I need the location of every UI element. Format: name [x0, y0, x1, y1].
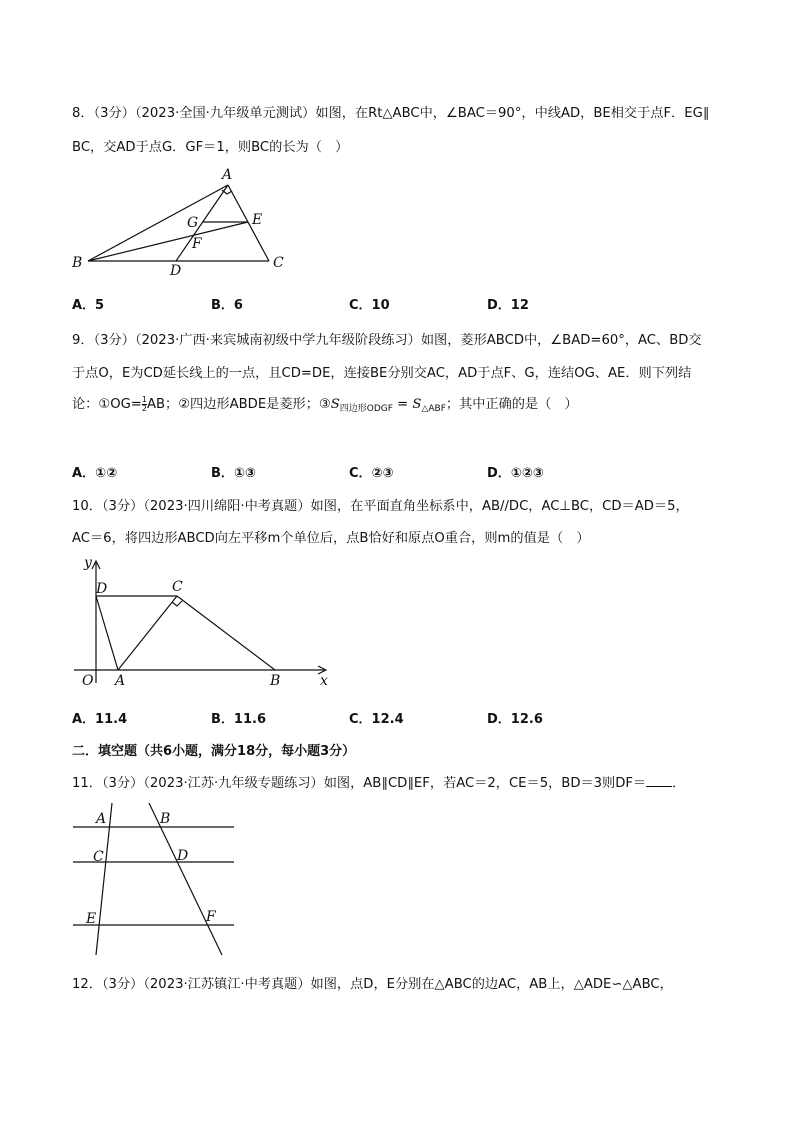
q8-option-b[interactable]: B．6	[211, 298, 243, 313]
q8-option-c[interactable]: C．10	[349, 298, 390, 313]
q11-label-F: F	[206, 909, 216, 925]
q8-median-BE	[88, 222, 248, 261]
q11-label-E: E	[86, 911, 97, 927]
q10-side-DA	[96, 596, 118, 670]
q8-text-line2: BC，交AD于点G．GF＝1，则BC的长为（ ）	[72, 140, 349, 155]
q10-text-line1: 10．（3分）（2023·四川绵阳·中考真题）如图，在平面直角坐标系中，AB//DC，AC⊥BC，CD＝AD＝5，	[72, 499, 689, 514]
q9-conclusion-1: 论：①OG=	[72, 397, 142, 412]
q8-label-E: E	[252, 212, 263, 228]
q9-text-line3: 论：①OG= $\frac{1}{2}$ AB；②四边形ABDE是菱形；$③S_{四边形ODGF} = S_{\triangle ABF}$；其中正确的是（ ）	[72, 394, 578, 414]
q8-option-a[interactable]: A．5	[72, 298, 105, 313]
q10-label-C: C	[172, 579, 183, 595]
q11-label-A: A	[96, 811, 107, 827]
q10-label-B: B	[270, 673, 281, 689]
q10-label-A: A	[115, 673, 126, 689]
q11-label-C: C	[93, 849, 104, 865]
q8-median-AD	[176, 185, 228, 261]
q9-question-tail: ；其中正确的是（ ）	[445, 397, 578, 412]
q9-option-c[interactable]: C．②③	[349, 466, 394, 481]
q11-label-B: B	[160, 811, 171, 827]
q10-figure	[66, 553, 346, 693]
q8-option-d[interactable]: D．12	[487, 298, 529, 313]
q8-label-C: C	[273, 255, 284, 271]
q8-label-D: D	[170, 263, 182, 279]
q10-side-CB	[177, 596, 275, 670]
q11-text-line1: 11．（3分）（2023·江苏·九年级专题练习）如图，AB∥CD∥EF，若AC＝2，CE＝5，BD＝3则DF＝ ．	[72, 776, 686, 791]
q12-text-line1: 12．（3分）（2023·江苏镇江·中考真题）如图，点D，E分别在△ABC的边AC，AB上，△ADE∽△ABC，	[72, 977, 673, 992]
q8-text-line1: 8．（3分）（2023·全国·九年级单元测试）如图，在Rt△ABC中，∠BAC＝90°，中线AD，BE相交于点F．EG∥	[72, 106, 710, 121]
q8-figure	[66, 165, 296, 280]
q8-label-F: F	[192, 236, 202, 252]
q10-option-c[interactable]: C．12.4	[349, 712, 404, 727]
q9-text-line1: 9．（3分）（2023·广西·来宾城南初级中学九年级阶段练习）如图，菱形ABCD中，∠BAD=60°，AC、BD交	[72, 333, 702, 348]
q10-option-b[interactable]: B．11.6	[211, 712, 266, 727]
q10-label-D: D	[96, 581, 108, 597]
q10-option-d[interactable]: D．12.6	[487, 712, 543, 727]
q8-label-A: A	[222, 167, 233, 183]
section-title-fill-in: 二．填空题（共6小题，满分18分，每小题3分）	[72, 744, 356, 759]
q11-label-D: D	[177, 848, 189, 864]
q10-label-y: y	[84, 555, 92, 571]
q8-side-AB	[88, 185, 228, 261]
q11-answer-blank[interactable]	[646, 774, 672, 787]
q8-label-G: G	[187, 215, 199, 231]
q10-text-line2: AC＝6，将四边形ABCD向左平移m个单位后，点B恰好和原点O重合，则m的值是（ ）	[72, 531, 590, 546]
q9-conclusion-2: AB；②四边形ABDE是菱形；③	[146, 397, 331, 412]
q10-side-AC	[118, 596, 177, 670]
q9-text-line2: 于点O，E为CD延长线上的一点，且CD=DE，连接BE分别交AC，AD于点F、G，连结OG、AE．则下列结	[72, 366, 692, 381]
q11-figure	[66, 800, 246, 960]
q10-label-O: O	[82, 673, 94, 689]
q8-side-AC	[228, 185, 269, 261]
q9-option-b[interactable]: B．①③	[211, 466, 256, 481]
q9-option-d[interactable]: D．①②③	[487, 466, 544, 481]
q9-option-a[interactable]: A．①②	[72, 466, 118, 481]
q8-label-B: B	[72, 255, 83, 271]
q9-fraction-half: $\frac{1}{2}$	[141, 394, 147, 413]
q10-right-angle-mark	[172, 601, 182, 606]
q10-label-x: x	[320, 673, 328, 689]
q10-option-a[interactable]: A．11.4	[72, 712, 128, 727]
